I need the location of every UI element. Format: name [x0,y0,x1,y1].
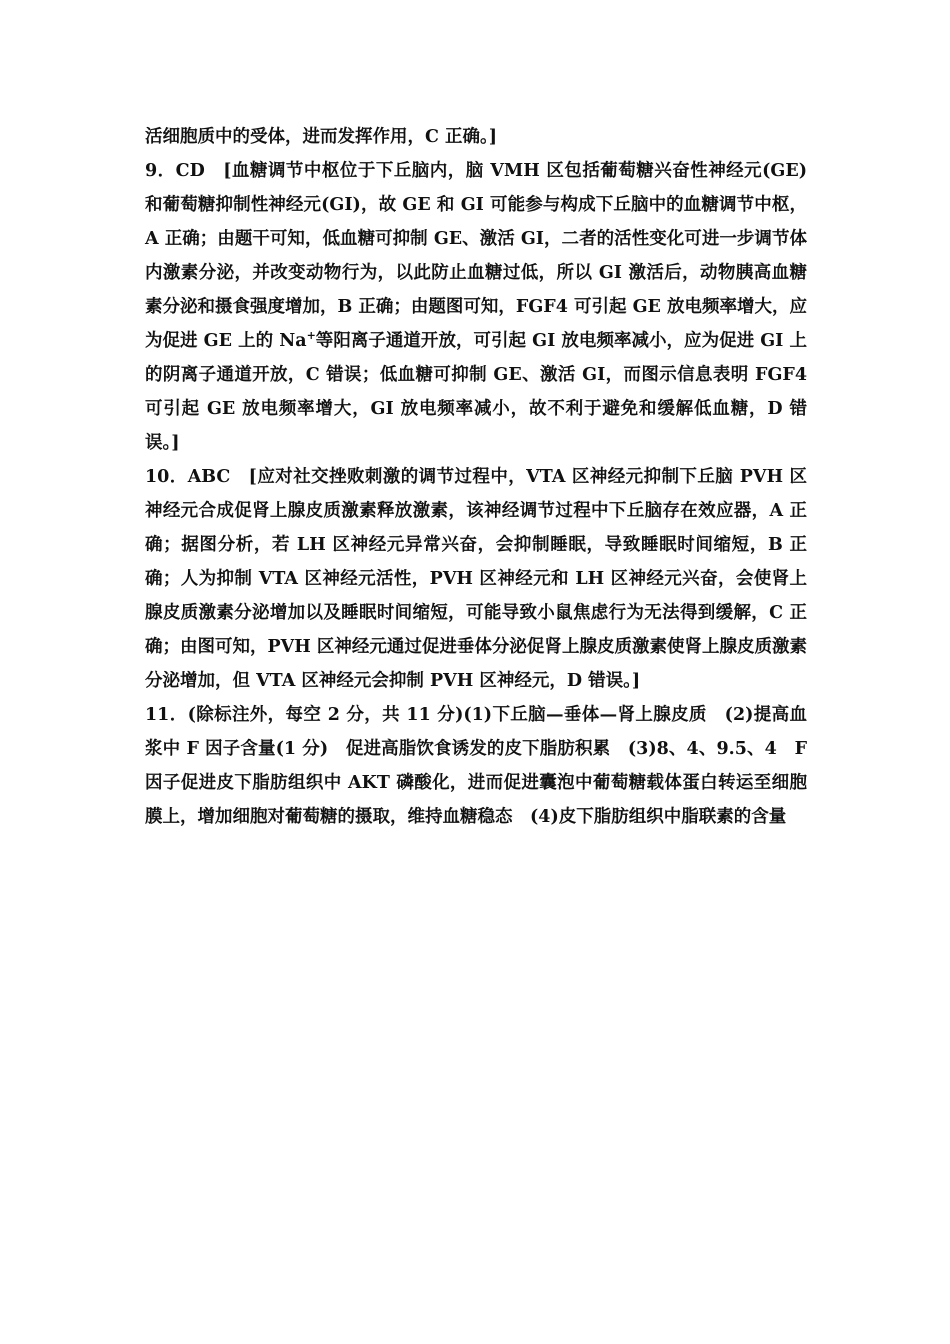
paragraph-question-10 [145,460,807,698]
answer-document [145,120,807,834]
paragraph-text: 10．ABC [应对社交挫败刺激的调节过程中，VTA 区神经元抑制下丘脑 PVH 区神经元合成促肾上腺皮质激素释放激素，该神经调节过程中下丘脑存在效应器，A 正确；据图分析，若 LH 区神经元异常兴奋，会抑制睡眠，导致睡眠时间缩短，B 正确；人为抑制 VTA 区神经元活性，PVH 区神经元和 LH 区神经元兴奋，会使肾上腺皮质激素分泌增加以及睡眠时间缩短，可能导致小鼠焦虑行为无法得到缓解，C 正确；由图可知，PVH 区神经元通过促进垂体分泌促肾上腺皮质激素使肾上腺皮质激素分泌增加，但 VTA 区神经元会抑制 PVH 区神经元，D 错误。] [145,467,807,691]
paragraph-text: 等阳离子通道开放，可引起 GI 放电频率减小，应为促进 GI 上的阴离子通道开放，C 错误；低血糖可抑制 GE、激活 GI，而图示信息表明 FGF4 可引起 GE 放电频率增大，GI 放电频率减小，故不利于避免和缓解低血糖，D 错误。] [145,331,807,453]
paragraph-text: 9．CD [血糖调节中枢位于下丘脑内，脑 VMH 区包括葡萄糖兴奋性神经元(GE)和葡萄糖抑制性神经元(GI)，故 GE 和 GI 可能参与构成下丘脑中的血糖调节中枢，A 正确；由题干可知，低血糖可抑制 GE、激活 GI，二者的活性变化可进一步调节体内激素分泌，并改变动物行为，以此防止血糖过低，所以 GI 激活后，动物胰高血糖素分泌和摄食强度增加，B 正确；由题图可知，FGF4 可引起 GE 放电频率增大，应为促进 GE 上的 Na [145,161,807,351]
paragraph-continuation [145,120,807,154]
superscript-plus: + [306,329,316,343]
paragraph-question-11 [145,698,807,834]
paragraph-question-9 [145,154,807,460]
paragraph-text: 11．(除标注外，每空 2 分，共 11 分)(1)下丘脑—垂体—肾上腺皮质 (2)提高血浆中 F 因子含量(1 分) 促进高脂饮食诱发的皮下脂肪积累 (3)8、4、9.5、4 F 因子促进皮下脂肪组织中 AKT 磷酸化，进而促进囊泡中葡萄糖载体蛋白转运至细胞膜上，增加细胞对葡萄糖的摄取，维持血糖稳态 (4)皮下脂肪组织中脂联素的含量 [145,705,807,827]
paragraph-text: 活细胞质中的受体，进而发挥作用，C 正确。] [145,127,498,147]
